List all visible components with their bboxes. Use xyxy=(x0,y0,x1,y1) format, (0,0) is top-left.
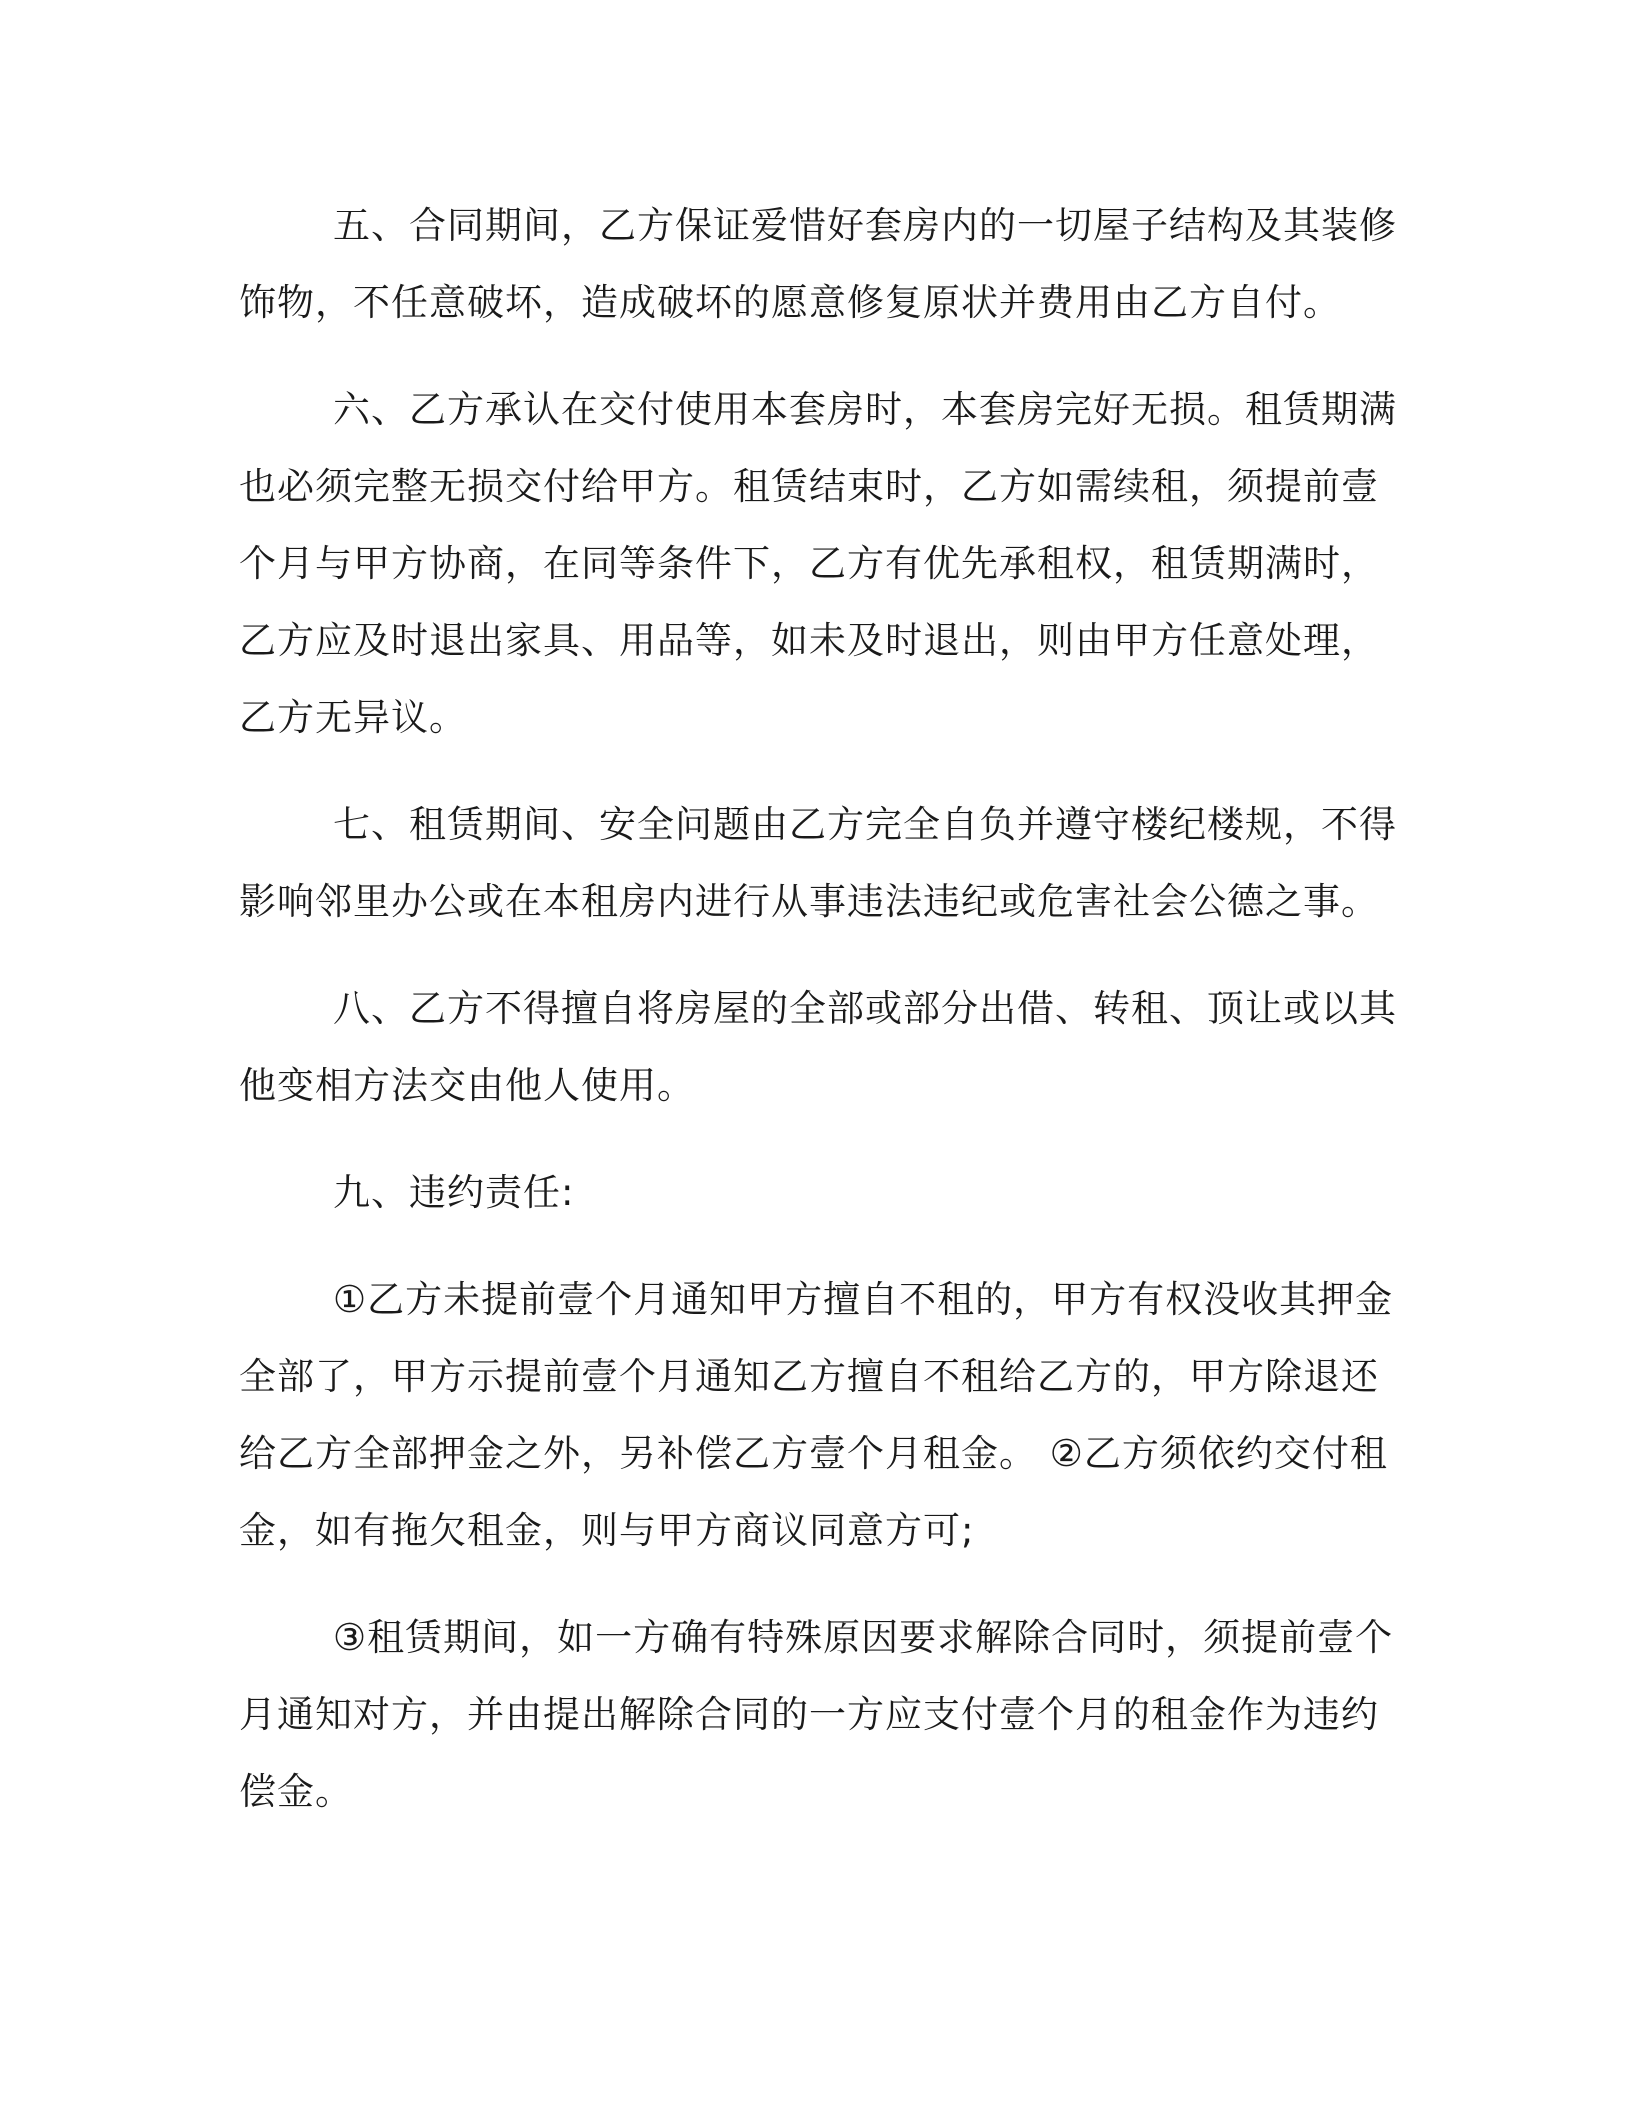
text-line: 月通知对方，并由提出解除合同的一方应支付壹个月的租金作为违约 xyxy=(239,1693,1379,1736)
clause-5 xyxy=(239,187,1397,341)
clause-7 xyxy=(239,786,1397,940)
text-line: ①乙方未提前壹个月通知甲方擅自不租的，甲方有权没收其押金 xyxy=(333,1278,1394,1321)
clause-9-items-1-2 xyxy=(239,1261,1394,1569)
text-line: 影响邻里办公或在本租房内进行从事违法违纪或危害社会公德之事。 xyxy=(239,880,1379,923)
text-line: 给乙方全部押金之外，另补偿乙方壹个月租金。 ②乙方须依约交付租 xyxy=(239,1432,1388,1475)
text-line: 五、合同期间，乙方保证爱惜好套房内的一切屋子结构及其装修 xyxy=(333,204,1397,247)
clause-9-heading xyxy=(239,1154,1389,1231)
text-line: 他变相方法交由他人使用。 xyxy=(239,1064,695,1107)
text-line: 饰物，不任意破坏，造成破坏的愿意修复原状并费用由乙方自付。 xyxy=(239,281,1341,324)
text-line: 六、乙方承认在交付使用本套房时，本套房完好无损。租赁期满 xyxy=(333,388,1397,431)
text-line: 乙方无异议。 xyxy=(239,696,467,739)
text-line: 偿金。 xyxy=(239,1770,353,1813)
document-body xyxy=(239,187,1397,1860)
text-line: 也必须完整无损交付给甲方。租赁结束时，乙方如需续租，须提前壹 xyxy=(239,465,1379,508)
text-line: 八、乙方不得擅自将房屋的全部或部分出借、转租、顶让或以其 xyxy=(333,987,1397,1030)
text-line: 金，如有拖欠租金，则与甲方商议同意方可; xyxy=(239,1509,975,1552)
text-line: 七、租赁期间、安全问题由乙方完全自负并遵守楼纪楼规，不得 xyxy=(333,803,1397,846)
text-line: 九、违约责任: xyxy=(333,1171,575,1214)
clause-9-item-3 xyxy=(239,1599,1394,1830)
text-line: ③租赁期间，如一方确有特殊原因要求解除合同时，须提前壹个 xyxy=(333,1616,1394,1659)
clause-6 xyxy=(239,371,1397,756)
text-line: 全部了，甲方示提前壹个月通知乙方擅自不租给乙方的，甲方除退还 xyxy=(239,1355,1379,1398)
text-line: 乙方应及时退出家具、用品等，如未及时退出，则由甲方任意处理， xyxy=(239,619,1379,662)
text-line: 个月与甲方协商，在同等条件下，乙方有优先承租权，租赁期满时， xyxy=(239,542,1379,585)
clause-8 xyxy=(239,970,1397,1124)
